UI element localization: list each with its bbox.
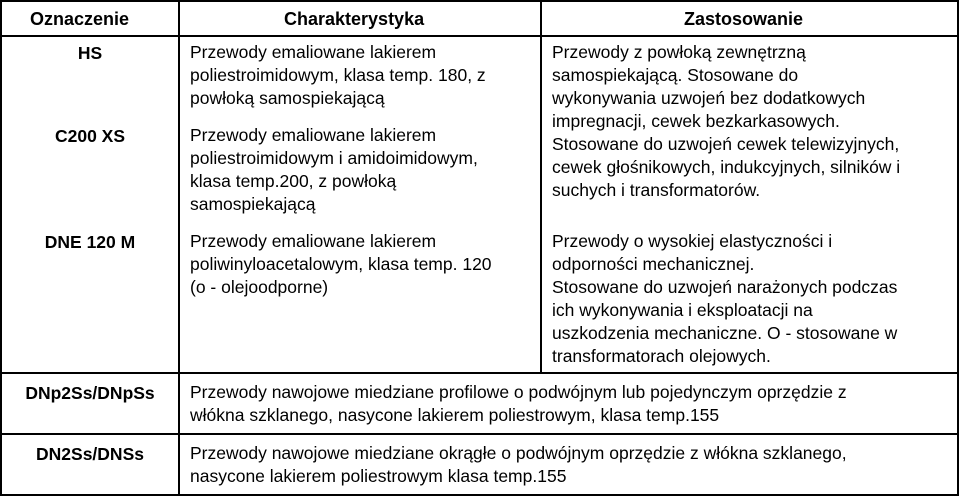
characteristic-dne120m-line-3: (o - olejoodporne)	[190, 277, 329, 297]
code-hs: HS	[77, 43, 103, 63]
header-charakterystyka: Charakterystyka	[284, 9, 425, 29]
characteristic-c200xs-line-3: klasa temp.200, z powłoką	[190, 171, 397, 191]
application-a-line-7: suchych i transformatorów.	[552, 180, 761, 200]
application-b-line-5: uszkodzenia mechaniczne. O - stosowane w	[552, 323, 898, 343]
characteristic-dn2ss-line-1: Przewody nawojowe miedziane okrągłe o podwójnym oprzędzie z włókna szklanego,	[190, 443, 847, 463]
code-dne120m: DNE 120 M	[44, 232, 136, 252]
application-b-line-4: ich wykonywania i eksploatacji na	[552, 300, 813, 320]
header-zastosowanie: Zastosowanie	[684, 9, 804, 29]
characteristic-c200xs-line-1: Przewody emaliowane lakierem	[190, 125, 437, 145]
code-c200xs: C200 XS	[54, 126, 126, 146]
application-b-line-3: Stosowane do uzwojeń narażonych podczas	[552, 277, 898, 297]
application-b-line-1: Przewody o wysokiej elastyczności i	[552, 231, 833, 251]
characteristic-dne120m-line-2: poliwinyloacetalowym, klasa temp. 120	[190, 254, 492, 274]
characteristic-hs-line-3: powłoką samospiekającą	[190, 88, 385, 108]
column-divider-1	[178, 0, 180, 496]
application-a-line-2: samospiekającą. Stosowane do	[552, 65, 799, 85]
application-a-line-5: Stosowane do uzwojeń cewek telewizyjnych,	[552, 134, 900, 154]
characteristic-dnp2ss-line-1: Przewody nawojowe miedziane profilowe o podwójnym lub pojedynczym oprzędzie z	[190, 382, 847, 402]
application-a-line-3: wykonywania uzwojeń bez dodatkowych	[552, 88, 866, 108]
application-b-line-6: transformatorach olejowych.	[552, 346, 771, 366]
characteristic-hs-line-2: poliestroimidowym, klasa temp. 180, z	[190, 65, 486, 85]
application-a-line-4: impregnacji, cewek bezkarkasowych.	[552, 111, 840, 131]
column-divider-2	[540, 0, 542, 374]
application-b-line-2: odporności mechanicznej.	[552, 254, 755, 274]
code-dn2ss-dnss: DN2Ss/DNSs	[36, 444, 144, 464]
characteristic-c200xs-line-2: poliestroimidowym i amidoimidowym,	[190, 148, 478, 168]
row-divider-3	[0, 372, 959, 374]
code-dnp2ss-dnpss: DNp2Ss/DNpSs	[25, 383, 155, 403]
table-border-top	[0, 0, 959, 2]
header-oznaczenie: Oznaczenie	[30, 9, 130, 29]
characteristic-hs-line-1: Przewody emaliowane lakierem	[190, 42, 437, 62]
characteristic-dne120m-line-1: Przewody emaliowane lakierem	[190, 231, 437, 251]
characteristic-dn2ss-line-2: nasycone lakierem poliestrowym klasa temp.155	[190, 466, 567, 486]
characteristic-c200xs-line-4: samospiekającą	[190, 194, 316, 214]
characteristic-dnp2ss-line-2: włókna szklanego, nasycone lakierem poliestrowym, klasa temp.155	[190, 405, 720, 425]
header-divider	[0, 35, 959, 37]
application-a-line-6: cewek głośnikowych, indukcyjnych, silników i	[552, 157, 901, 177]
application-a-line-1: Przewody z powłoką zewnętrzną	[552, 42, 806, 62]
row-divider-4	[0, 433, 959, 435]
